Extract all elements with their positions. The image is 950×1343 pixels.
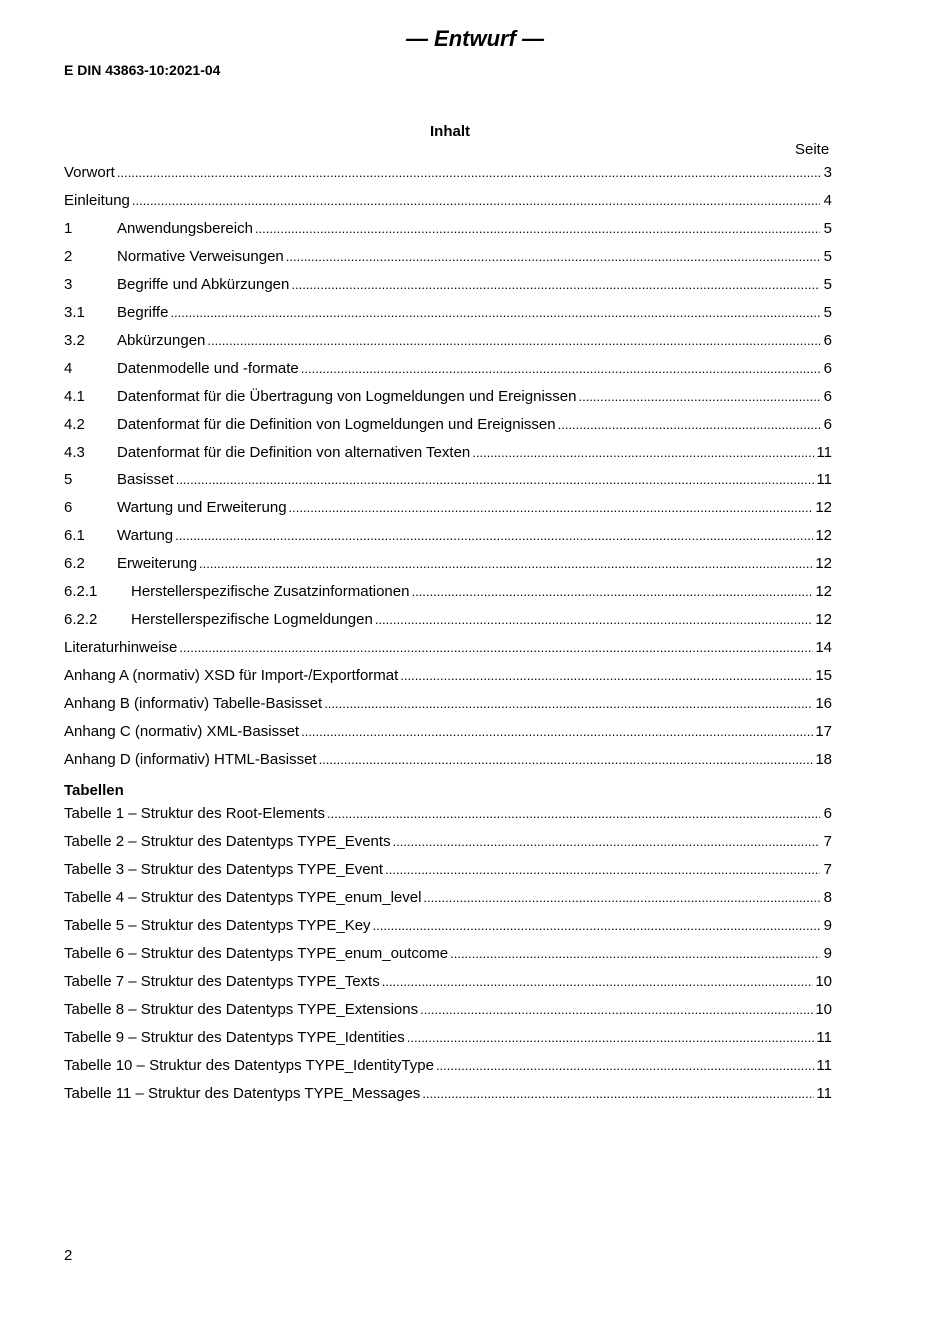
toc-entry-number: 4.2	[64, 416, 85, 433]
toc-entry-title: Anhang D (informativ) HTML-Basisset	[64, 751, 317, 768]
toc-entry[interactable]	[64, 860, 832, 880]
dot-leader	[319, 750, 814, 764]
toc-entry-number: 3.2	[64, 332, 85, 349]
toc-entry-page: 5	[823, 276, 832, 293]
toc-entry-number: 6.2	[64, 555, 85, 572]
toc-entry-page: 6	[823, 360, 832, 377]
toc-entry-number: 6.1	[64, 527, 85, 544]
toc-entry-number: 2	[64, 248, 73, 265]
toc-entry-title: Tabelle 5 – Struktur des Datentyps TYPE_Key	[64, 917, 371, 934]
toc-entry-page: 12	[815, 499, 832, 516]
toc-entry-page: 8	[823, 889, 832, 906]
toc-entry-number: 6	[64, 499, 73, 516]
dot-leader	[324, 694, 813, 708]
toc-entry-number: 5	[64, 471, 73, 488]
toc-entry-page: 5	[823, 304, 832, 321]
toc-entry-number: 6.2.1	[64, 583, 98, 600]
toc-entry-number: 3	[64, 276, 73, 293]
toc-entry-number: 6.2.2	[64, 611, 98, 628]
toc-entry-page: 12	[815, 555, 832, 572]
toc-entry[interactable]	[64, 1084, 832, 1104]
toc-entry-page: 9	[823, 945, 832, 962]
toc-entry[interactable]	[64, 443, 832, 463]
toc-entry[interactable]	[64, 1056, 832, 1076]
toc-entry-title: Begriffe und Abkürzungen	[117, 276, 290, 293]
toc-entry-page: 6	[823, 332, 832, 349]
toc-entry-title: Datenformat für die Definition von Logmeldungen und Ereignissen	[117, 416, 556, 433]
toc-entry-page: 17	[815, 723, 832, 740]
toc-title: Inhalt	[430, 123, 470, 140]
toc-entry[interactable]	[64, 888, 832, 908]
toc-entry-page: 14	[815, 639, 832, 656]
dot-leader	[286, 247, 820, 261]
dot-leader	[436, 1056, 814, 1070]
toc-entry-page: 11	[816, 1085, 832, 1102]
toc-entry-title: Datenformat für die Definition von alternativen Texten	[117, 444, 471, 461]
toc-entry-page: 5	[823, 248, 832, 265]
document-id: E DIN 43863-10:2021-04	[64, 62, 221, 78]
toc-entry-title: Erweiterung	[117, 555, 198, 572]
toc-entry[interactable]	[64, 972, 832, 992]
toc-entry[interactable]	[64, 247, 832, 267]
toc-entry[interactable]	[64, 804, 832, 824]
dot-leader	[301, 722, 813, 736]
toc-entry[interactable]	[64, 1028, 832, 1048]
dot-leader	[179, 638, 813, 652]
toc-entry[interactable]	[64, 554, 832, 574]
toc-entry-title: Tabelle 3 – Struktur des Datentyps TYPE_Event	[64, 861, 384, 878]
toc-entry[interactable]	[64, 944, 832, 964]
dot-leader	[411, 582, 813, 596]
toc-entry-number: 3.1	[64, 304, 85, 321]
toc-entry[interactable]	[64, 832, 832, 852]
toc-entry-title: Datenformat für die Übertragung von Logmeldungen und Ereignissen	[117, 388, 577, 405]
toc-entry[interactable]	[64, 387, 832, 407]
toc-entry[interactable]	[64, 750, 832, 770]
toc-entry-title: Datenmodelle und -formate	[117, 360, 299, 377]
toc-entry[interactable]	[64, 498, 832, 518]
toc-entry-page: 11	[816, 471, 832, 488]
toc-entry-page: 3	[823, 164, 832, 181]
toc-entry-title: Vorwort	[64, 164, 115, 181]
toc-entry[interactable]	[64, 303, 832, 323]
toc-entry-page: 6	[823, 388, 832, 405]
dot-leader	[301, 359, 820, 373]
toc-entry[interactable]	[64, 582, 832, 602]
dot-leader	[291, 275, 820, 289]
toc-entry-page: 15	[815, 667, 832, 684]
toc-entry-title: Tabelle 11 – Struktur des Datentyps TYPE_Messages	[64, 1085, 421, 1102]
toc-entry-title: Herstellerspezifische Logmeldungen	[131, 611, 373, 628]
page-column-label: Seite	[795, 141, 830, 158]
toc-entry-title: Wartung und Erweiterung	[117, 499, 287, 516]
dot-leader	[578, 387, 820, 401]
toc-entry-page: 12	[815, 611, 832, 628]
toc-entry[interactable]	[64, 694, 832, 714]
dot-leader	[472, 443, 814, 457]
toc-entry-page: 12	[815, 583, 832, 600]
toc-entry-title: Literaturhinweise	[64, 639, 178, 656]
dot-leader	[450, 944, 820, 958]
toc-entry-page: 6	[823, 416, 832, 433]
toc-entry[interactable]	[64, 359, 832, 379]
toc-entry[interactable]	[64, 610, 832, 630]
dot-leader	[289, 498, 814, 512]
toc-entry[interactable]	[64, 415, 832, 435]
toc-entry-page: 18	[815, 751, 832, 768]
dot-leader	[393, 832, 820, 846]
dot-leader	[373, 916, 820, 930]
dot-leader	[400, 666, 813, 680]
toc-entry-title: Tabelle 6 – Struktur des Datentyps TYPE_enum_outcome	[64, 945, 449, 962]
dot-leader	[382, 972, 814, 986]
toc-entry[interactable]	[64, 191, 832, 211]
toc-entry[interactable]	[64, 666, 832, 686]
toc-entry[interactable]	[64, 275, 832, 295]
toc-entry[interactable]	[64, 470, 832, 490]
dot-leader	[558, 415, 820, 429]
dot-leader	[327, 804, 820, 818]
toc-entry-title: Herstellerspezifische Zusatzinformationen	[131, 583, 410, 600]
toc-entry-page: 7	[823, 833, 832, 850]
toc-entry-page: 5	[823, 220, 832, 237]
toc-entry-title: Tabelle 9 – Struktur des Datentyps TYPE_Identities	[64, 1029, 405, 1046]
toc-entry[interactable]	[64, 1000, 832, 1020]
dot-leader	[422, 1084, 814, 1098]
dot-leader	[132, 191, 820, 205]
toc-entry-number: 4.3	[64, 444, 85, 461]
toc-entry-page: 9	[823, 917, 832, 934]
toc-entry[interactable]	[64, 163, 832, 183]
dot-leader	[117, 163, 820, 177]
toc-entry-title: Anhang C (normativ) XML-Basisset	[64, 723, 300, 740]
dot-leader	[420, 1000, 813, 1014]
toc-entry-title: Abkürzungen	[117, 332, 206, 349]
toc-entry-title: Tabelle 7 – Struktur des Datentyps TYPE_Texts	[64, 973, 380, 990]
toc-entry-title: Tabelle 2 – Struktur des Datentyps TYPE_Events	[64, 833, 391, 850]
draft-label: — Entwurf —	[405, 26, 545, 51]
toc-entry-title: Anwendungsbereich	[117, 220, 253, 237]
toc-entry-page: 12	[815, 527, 832, 544]
toc-entry-title: Basisset	[117, 471, 174, 488]
toc-entry[interactable]	[64, 331, 832, 351]
dot-leader	[176, 470, 815, 484]
toc-entry-page: 16	[815, 695, 832, 712]
toc-entry-page: 11	[816, 1029, 832, 1046]
dot-leader	[207, 331, 820, 345]
dot-leader	[375, 610, 814, 624]
tables-heading: Tabellen	[64, 782, 124, 799]
toc-entry[interactable]	[64, 526, 832, 546]
page-number: 2	[64, 1247, 73, 1264]
toc-entry-title: Einleitung	[64, 192, 130, 209]
toc-entry-page: 7	[823, 861, 832, 878]
toc-entry-title: Anhang B (informativ) Tabelle-Basisset	[64, 695, 323, 712]
dot-leader	[170, 303, 820, 317]
toc-entry[interactable]	[64, 722, 832, 742]
toc-entry-title: Normative Verweisungen	[117, 248, 284, 265]
toc-entry-number: 1	[64, 220, 73, 237]
toc-entry[interactable]	[64, 916, 832, 936]
dot-leader	[423, 888, 820, 902]
toc-entry-page: 11	[816, 444, 832, 461]
dot-leader	[385, 860, 820, 874]
toc-entry-page: 6	[823, 805, 832, 822]
toc-entry-page: 11	[816, 1057, 832, 1074]
toc-entry-page: 4	[823, 192, 832, 209]
toc-entry[interactable]	[64, 219, 832, 239]
dot-leader	[255, 219, 820, 233]
dot-leader	[175, 526, 813, 540]
toc-entry-title: Begriffe	[117, 304, 169, 321]
toc-entry-title: Anhang A (normativ) XSD für Import-/Exportformat	[64, 667, 399, 684]
toc-entry-number: 4	[64, 360, 73, 377]
toc-entry-title: Tabelle 4 – Struktur des Datentyps TYPE_enum_level	[64, 889, 422, 906]
toc-entry-page: 10	[815, 973, 832, 990]
toc-entry-page: 10	[815, 1001, 832, 1018]
dot-leader	[199, 554, 813, 568]
toc-entry-title: Wartung	[117, 527, 174, 544]
toc-entry-title: Tabelle 1 – Struktur des Root-Elements	[64, 805, 325, 822]
toc-entry[interactable]	[64, 638, 832, 658]
toc-entry-title: Tabelle 8 – Struktur des Datentyps TYPE_Extensions	[64, 1001, 419, 1018]
toc-entry-number: 4.1	[64, 388, 85, 405]
dot-leader	[407, 1028, 815, 1042]
toc-entry-title: Tabelle 10 – Struktur des Datentyps TYPE_IdentityType	[64, 1057, 434, 1074]
